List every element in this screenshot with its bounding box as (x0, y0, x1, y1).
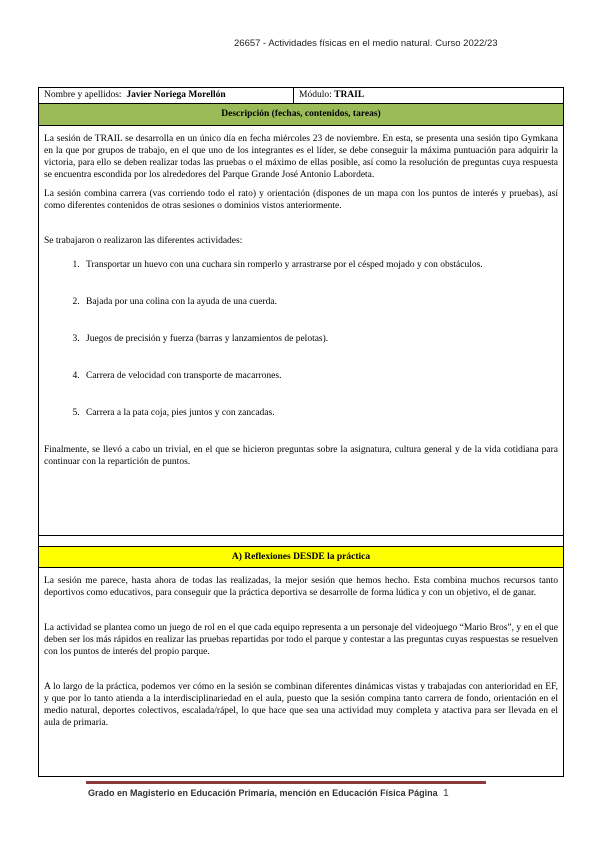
activities-list (44, 259, 558, 419)
module-label: Módulo: (299, 90, 332, 100)
page-number: 1 (443, 788, 449, 799)
description-paragraph: La sesión de TRAIL se desarrolla en un único día en fecha miércoles 23 de noviembre. En esta, se presenta una sesión tipo Gymkana en la que por grupos de trabajo, en el que uno de los integrantes es el líder, se debe conseguir la máxima puntuación para adquirir la victoria, para ello se deben realizar todas las pruebas o el máximo de ellas posible, así como la resolución de preguntas cuya respuesta se encuentra escondida por los alrededores del Parque Grande José Antonio Labordeta. (44, 134, 558, 180)
description-heading: Descripción (fechas, contenidos, tareas) (39, 104, 563, 126)
course-header: 26657 - Actividades físicas en el medio natural. Curso 2022/23 (234, 38, 498, 49)
description-body (39, 126, 563, 536)
activity-item: 3. Juegos de precisión y fuerza (barras y lanzamientos de pelotas). (82, 333, 558, 345)
info-row (39, 88, 563, 104)
activities-intro: Se trabajaron o realizaron las diferentes actividades: (44, 236, 243, 246)
activity-item: 1. Transportar un huevo con una cuchara sin romperlo y arrastrarse por el césped mojado y con obstáculos. (82, 259, 558, 271)
name-cell (39, 88, 294, 103)
reflection-body (39, 568, 563, 776)
module-value: TRAIL (334, 90, 365, 100)
name-label: Nombre y apellidos: (44, 90, 122, 100)
reflection-heading: A) Reflexiones DESDE la práctica (39, 546, 563, 568)
activity-item: 4. Carrera de velocidad con transporte de macarrones. (82, 370, 558, 382)
reflection-paragraph: A lo largo de la práctica, podemos ver cómo en la sesión se combinan diferentes dinámicas vistas y trabajadas con anterioridad en EF, y que por lo tanto atienda a la interdisciplinariedad en el aula, puesto que la sesión compina tanto carrera de fondo, orientación en el medio natural, deportes colectivos, escalada/rápel, lo que hace que sea una actividad muy completa y atactiva para ser llevada en el aula de primaria. (44, 682, 558, 728)
reflection-paragraph: La actividad se plantea como un juego de rol en el que cada equipo representa a un personaje del videojuego “Mario Bros”, y en el que deben ser los más rápidos en realizar las pruebas repartidas por todo el parque y contestar a las preguntas cuyas respuestas se resuelven con los puntos de interés del propio parque. (44, 623, 558, 657)
description-paragraph: La sesión combina carrera (vas corriendo todo el rato) y orientación (dispones de un mapa con los puntos de interés y pruebas), así como diferentes contenidos de otras sesiones o dominios vistos anteriormente. (44, 189, 558, 211)
page-footer (88, 788, 449, 799)
reflection-paragraph: La sesión me parece, hasta ahora de todas las realizadas, la mejor sesión que hemos hecho. Esta combina muchos recursos tanto deportivos como educativos, para conseguir que la práctica deportiva se desarrolle de forma lúdica y con un objetivo, el de ganar. (44, 576, 558, 598)
module-cell (294, 88, 563, 103)
activity-item: 5. Carrera a la pata coja, pies juntos y con zancadas. (82, 407, 558, 419)
form-table (38, 87, 564, 777)
activity-item: 2. Bajada por una colina con la ayuda de una cuerda. (82, 296, 558, 308)
footer-label: Grado en Magisterio en Educación Primaria, mención en Educación Física Página (88, 788, 438, 798)
closing-paragraph: Finalmente, se llevó a cabo un trivial, en el que se hicieron preguntas sobre la asignatura, cultura general y de la vida cotidiana para continuar con la repartición de puntos. (44, 445, 558, 467)
footer-rule (86, 781, 486, 784)
name-value: Javier Noriega Morellón (126, 90, 226, 100)
